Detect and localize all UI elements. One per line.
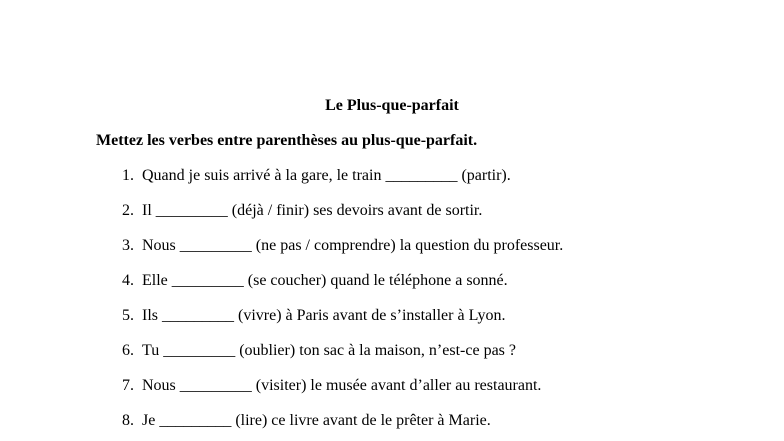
item-sentence: Nous _________ (visiter) le musée avant d’aller au restaurant.	[142, 377, 542, 394]
item-sentence: Nous _________ (ne pas / comprendre) la question du professeur.	[142, 237, 564, 254]
item-number: 6.	[122, 342, 134, 359]
page-title: Le Plus-que-parfait	[325, 97, 459, 114]
item-sentence: Elle _________ (se coucher) quand le téléphone a sonné.	[142, 272, 508, 289]
item-number: 7.	[122, 377, 134, 394]
item-number: 4.	[122, 272, 134, 289]
item-number: 2.	[122, 202, 134, 219]
item-sentence: Il _________ (déjà / finir) ses devoirs avant de sortir.	[142, 202, 483, 219]
item-sentence: Tu _________ (oublier) ton sac à la maison, n’est-ce pas ?	[142, 342, 516, 359]
item-number: 1.	[122, 167, 134, 184]
exercise-instructions: Mettez les verbes entre parenthèses au plus-que-parfait.	[96, 132, 478, 149]
item-number: 8.	[122, 412, 134, 429]
item-sentence: Ils _________ (vivre) à Paris avant de s’installer à Lyon.	[142, 307, 506, 324]
item-sentence: Je _________ (lire) ce livre avant de le prêter à Marie.	[142, 412, 491, 429]
item-number: 3.	[122, 237, 134, 254]
item-sentence: Quand je suis arrivé à la gare, le train _________ (partir).	[142, 167, 511, 184]
item-number: 5.	[122, 307, 134, 324]
